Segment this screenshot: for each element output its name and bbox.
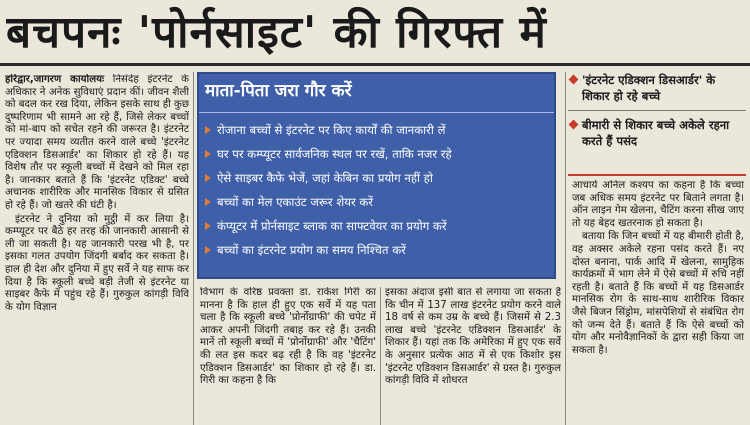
side-teasers bbox=[568, 72, 746, 176]
arrow-bullet-icon bbox=[205, 246, 211, 254]
article-column-3: इसका अंदाज इसी बात से लगाया जा सकता है कि चीन में 137 लाख इंटरनेट प्रयोग करने वाले 18 वर्ष से कम उम्र के बच्चे हैं। जिसमें से 2.3 लाख बच्चे 'इंटरनेट एडिक्शन डिसआर्डर' के शिकार हैं। यहां तक कि अमेरिका में हुए एक सर्वे के अनुसार प्रत्येक आठ में से एक किशोर इस 'इंटरनेट एडिक्शन डिसआर्डर' से ग्रस्त है। गुरुकुल कांगड़ी विवि में शोधरत bbox=[385, 287, 561, 387]
arrow-bullet-icon bbox=[205, 222, 211, 230]
dateline: हरिद्वार,जागरण कार्यालयः bbox=[5, 74, 105, 85]
tip-text: बच्चों का मेल एकाउंट जरूर शेयर करें bbox=[217, 194, 374, 209]
tip-item bbox=[199, 238, 554, 262]
column-divider bbox=[193, 72, 194, 425]
tip-item bbox=[199, 166, 554, 190]
teaser-bottom-rule bbox=[568, 174, 746, 176]
tip-item bbox=[199, 190, 554, 214]
column-1-para-2: इंटरनेट ने दुनिया को मुट्ठी में कर लिया है। कम्प्यूटर पर बैठे हर तरह की जानकारी आसानी से ली जा सकती है। यह जानकारी परख भी है, पर इसका गलत उपयोग जिंदगी बर्बाद कर सकता है। हाल ही देश और दुनिया में हुए सर्वे ने यह साफ कर दिया है कि स्कूली बच्चे बड़ी तेजी से इंटरनेट या साइबर कैफे में पहुंच रहे हैं। गुरुकुल कांगड़ी विवि के योग विज्ञान bbox=[5, 213, 189, 313]
tip-text: घर पर कम्प्यूटर सार्वजनिक स्थल पर रखें, ताकि नजर रहे bbox=[217, 146, 452, 161]
tip-text: ऐसे साइबर कैफे भेजें, जहां केबिन का प्रयोग नहीं हो bbox=[217, 170, 433, 185]
arrow-bullet-icon bbox=[205, 126, 211, 134]
box-title-rule bbox=[199, 112, 554, 113]
headline: बचपनः 'पोर्नसाइट' की गिरफ्त में bbox=[6, 7, 547, 58]
tip-text: कंप्यूटर में प्रोर्नसाइट ब्लाक का साफ्टवेयर का प्रयोग करें bbox=[217, 218, 447, 233]
column-1-text-1: निसंदेह इंटरनेट के अधिकार ने अनेक सुविधाएं प्रदान कीं। जीवन शैली को बदल कर रख दिया, लेकिन इसके साथ ही कुछ दुष्परिणाम भी सामने आ रहे हैं, जिसे लेकर बच्चों को मां-बाप को सचेत रहने की जरूरत है। इंटरनेट पर ज्यादा समय व्यतीत करने वाले बच्चे 'इंटरनेट एडिक्शन डिसआर्डर' का शिकार हो रहे हैं। यह विशेष तौर पर स्कूली बच्चों में देखने को मिल रहा है। जानकार बताते हैं कि 'इंटरनेट एडिक्ट' बच्चे अचानक शारीरिक और मानसिक विकार से ग्रसित हो रहे हैं। जो खतरे की घंटी है। bbox=[5, 74, 189, 211]
teaser-text: बीमारी से शिकार बच्चे अकेले रहना करते हैं पसंद bbox=[582, 118, 730, 148]
tip-item bbox=[199, 142, 554, 166]
column-divider bbox=[565, 72, 566, 425]
arrow-bullet-icon bbox=[205, 198, 211, 206]
tip-item bbox=[199, 118, 554, 142]
box-title: माता-पिता जरा गौर करें bbox=[205, 81, 352, 101]
diamond-bullet-icon bbox=[569, 75, 579, 85]
tip-item bbox=[199, 214, 554, 238]
article-column-2: विभाग के वरिष्ठ प्रवक्ता डा. राकेश गिरी का मानना है कि हाल ही हुए एक सर्वे में यह पता चला है कि स्कूली बच्चे 'प्रोर्नोग्राफी' की चपेट में आकर अपनी जिंदगी तबाह कर रहे हैं। उनकी मानें तो स्कूली बच्चों में 'प्रोर्नोग्राफी' और 'चैटिंग' की लत इस कदर बढ़ रही है कि वह 'इंटरनेट एडिक्शन डिसआर्डर' का शिकार हो रहे हैं। डा. गिरी का कहना है कि bbox=[200, 287, 376, 387]
teaser-divider bbox=[568, 110, 746, 111]
column-divider bbox=[380, 287, 381, 425]
tips-list bbox=[199, 118, 554, 262]
teaser-text: 'इंटरनेट एडिक्शन डिसआर्डर' के शिकार हो रहे बच्चे bbox=[582, 73, 716, 103]
arrow-bullet-icon bbox=[205, 174, 211, 182]
teaser-item bbox=[568, 72, 746, 104]
column-4-para-1: आचार्य अनिल कश्यप का कहना है कि बच्चा जब अधिक समय इंटरनेट पर बिताने लगता है। ऑन लाइन गेम खेलना, चैटिंग करना सीख जाए तो यह बेहद खतरनाक हो सकता है। bbox=[572, 180, 744, 229]
column-4-para-2: बताया कि जिन बच्चों में यह बीमारी होती है, वह अक्सर अकेले रहना पसंद करते हैं। नए दोस्त बनाना, पार्क आदि में खेलना, सामुहिक कार्यक्रमों में भाग लेने में ऐसे बच्चों में रुचि नहीं रहती है। बताते हैं कि बच्चों में यह डिसआर्डर मानसिक रोग के साथ-साथ शारीरिक विकार जैसे बिजन सिंड्रोम, मांसपेशियों से संबंधित रोग को जन्म देते हैं। बताते हैं कि ऐसे बच्चों को योग और मनोवैज्ञानिकों के द्वारा सही किया जा सकता है। bbox=[572, 231, 744, 356]
teaser-item bbox=[568, 117, 746, 149]
article-column-4 bbox=[572, 180, 744, 425]
tip-text: बच्चों का इंटरनेट प्रयोग का समय निश्चित करें bbox=[217, 242, 406, 257]
arrow-bullet-icon bbox=[205, 150, 211, 158]
headline-rule bbox=[0, 63, 750, 66]
article-column-1 bbox=[5, 74, 189, 425]
parents-tips-box bbox=[197, 72, 556, 279]
column-1-para-1 bbox=[5, 74, 189, 213]
tip-text: रोजाना बच्चों से इंटरनेट पर किए कार्यों की जानकारी लें bbox=[217, 122, 446, 137]
diamond-bullet-icon bbox=[569, 120, 579, 130]
